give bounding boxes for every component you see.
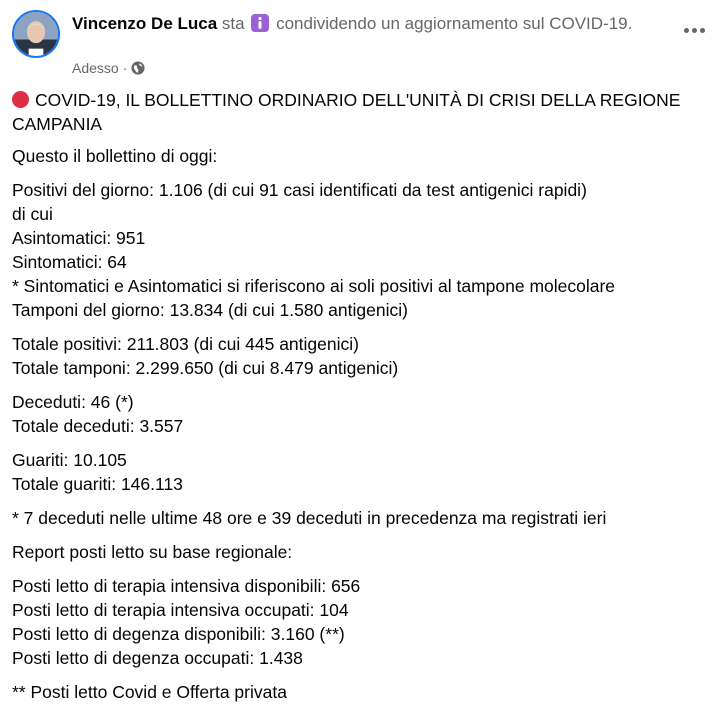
- post-title: [12, 88, 712, 136]
- totale-guariti: Totale guariti: 146.113: [12, 474, 183, 494]
- post-meta: [72, 59, 145, 77]
- nota-sintomatici: * Sintomatici e Asintomatici si riferiscono ai soli positivi al tampone molecolare: [12, 276, 616, 296]
- positivi-giorno: Positivi del giorno: 1.106 (di cui 91 casi identificati da test antigenici rapidi): [12, 180, 587, 200]
- asintomatici: Asintomatici: 951: [12, 228, 146, 248]
- totale-positivi: Totale positivi: 211.803 (di cui 445 antigenici): [12, 334, 359, 354]
- ti-disponibili: Posti letto di terapia intensiva disponibili: 656: [12, 576, 361, 596]
- post-body: [12, 88, 712, 704]
- headline-verb: sta: [221, 14, 245, 33]
- avatar[interactable]: [12, 10, 60, 58]
- post-header: [12, 8, 712, 78]
- totale-tamponi: Totale tamponi: 2.299.650 (di cui 8.479 antigenici): [12, 358, 399, 378]
- report-title: Report posti letto su base regionale:: [12, 542, 293, 562]
- nota-deceduti: * 7 deceduti nelle ultime 48 ore e 39 deceduti in precedenza ma registrati ieri: [12, 508, 607, 528]
- headline-activity: condividendo un aggiornamento sul COVID-19.: [276, 14, 633, 33]
- more-icon-dot: [692, 28, 697, 33]
- meta-separator: ·: [122, 60, 128, 76]
- daily-block: [12, 178, 712, 322]
- nota-posti: ** Posti letto Covid e Offerta privata: [12, 682, 287, 702]
- more-options-button[interactable]: [676, 18, 712, 42]
- totals-block: [12, 332, 712, 380]
- bulletin-title: COVID-19, IL BOLLETTINO ORDINARIO DELL'UNITÀ DI CRISI DELLA REGIONE CAMPANIA: [12, 90, 681, 134]
- beds-block: [12, 574, 712, 670]
- avatar-image: [14, 12, 58, 56]
- globe-icon[interactable]: [131, 61, 145, 75]
- tamponi-giorno: Tamponi del giorno: 13.834 (di cui 1.580 antigenici): [12, 300, 408, 320]
- info-icon: [251, 14, 269, 32]
- deceduti-block: [12, 390, 712, 438]
- more-icon-dot: [684, 28, 689, 33]
- guariti-block: [12, 448, 712, 496]
- guariti: Guariti: 10.105: [12, 450, 127, 470]
- author-name[interactable]: Vincenzo De Luca: [72, 14, 218, 33]
- post-headline: [72, 12, 652, 36]
- intro-line: Questo il bollettino di oggi:: [12, 146, 218, 166]
- ti-occupati: Posti letto di terapia intensiva occupati: 104: [12, 600, 349, 620]
- di-cui: di cui: [12, 204, 53, 224]
- totale-deceduti: Totale deceduti: 3.557: [12, 416, 184, 436]
- deceduti: Deceduti: 46 (*): [12, 392, 134, 412]
- post-time[interactable]: Adesso: [72, 60, 119, 76]
- more-icon-dot: [700, 28, 705, 33]
- degenza-disponibili: Posti letto di degenza disponibili: 3.160 (**): [12, 624, 345, 644]
- degenza-occupati: Posti letto di degenza occupati: 1.438: [12, 648, 303, 668]
- red-circle-icon: [12, 91, 29, 108]
- sintomatici: Sintomatici: 64: [12, 252, 127, 272]
